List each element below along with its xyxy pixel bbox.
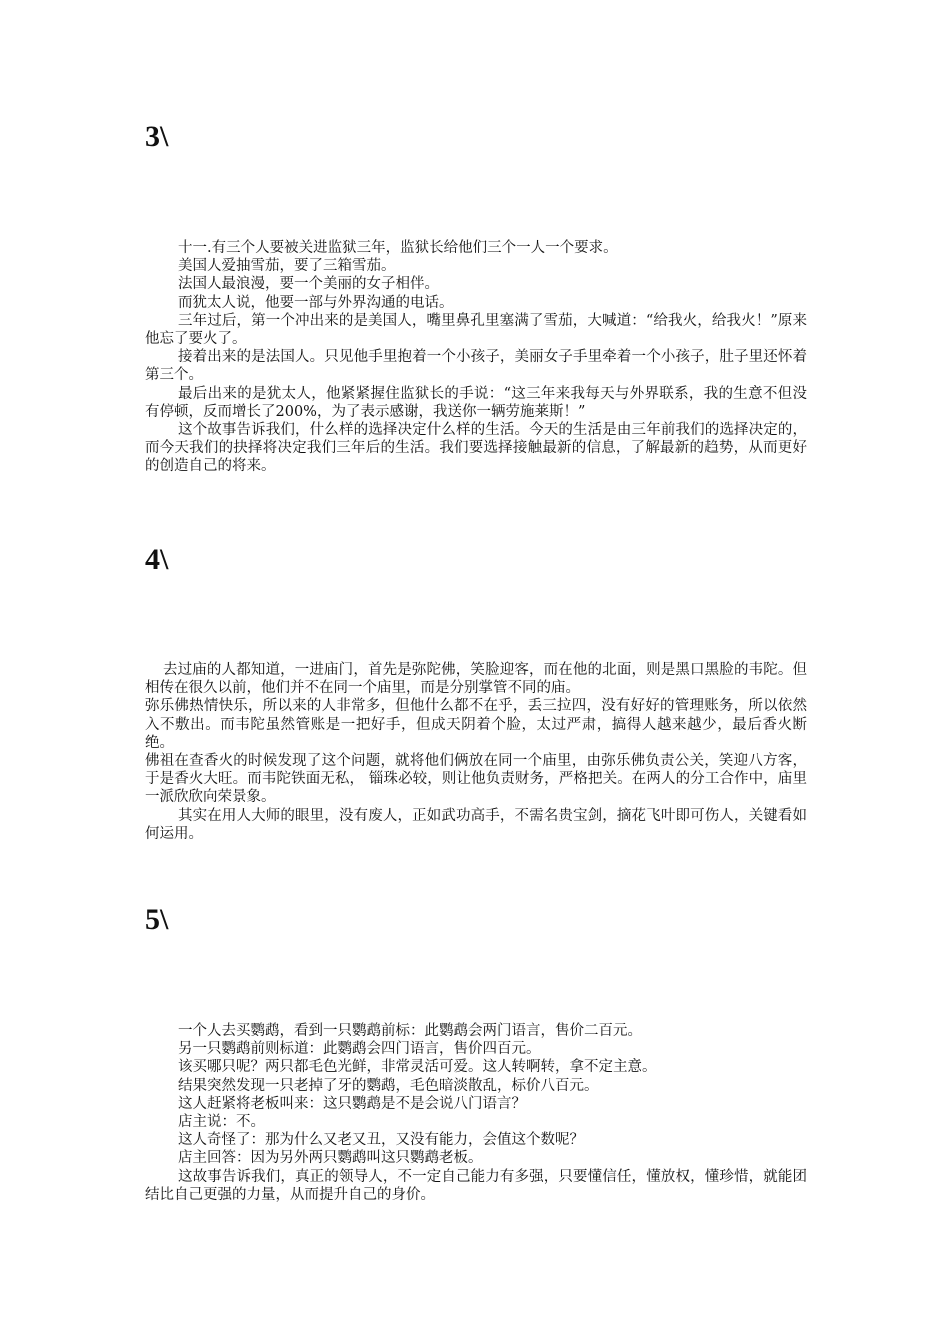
section-4-body	[145, 661, 807, 843]
paragraph: 这人赶紧将老板叫来：这只鹦鹉是不是会说八门语言？	[178, 1095, 526, 1112]
paragraph: 该买哪只呢？两只都毛色光鲜，非常灵活可爱。这人转啊转，拿不定主意。	[178, 1059, 657, 1076]
section-3-heading: 3\	[145, 120, 169, 153]
paragraph: 这人奇怪了：那为什么又老又丑，又没有能力，会值这个数呢？	[178, 1132, 584, 1149]
paragraph: 佛祖在查香火的时候发现了这个问题，就将他们俩放在同一个庙里，由弥乐佛负责公关，笑迎八方客，于是香火大旺。而韦陀铁面无私， 锱珠必较，则让他负责财务，严格把关。在两人的分工合作中，庙里一派欣欣向荣景象。	[145, 753, 807, 806]
paragraph: 其实在用人大师的眼里，没有废人，正如武功高手，不需名贵宝剑，摘花飞叶即可伤人，关键看如何运用。	[145, 807, 807, 842]
paragraph: 美国人爱抽雪茄，要了三箱雪茄。	[178, 258, 396, 275]
paragraph: 去过庙的人都知道，一进庙门，首先是弥陀佛，笑脸迎客，而在他的北面，则是黑口黑脸的韦陀。但相传在很久以前，他们并不在同一个庙里，而是分别掌管不同的庙。	[145, 662, 807, 697]
section-5-heading: 5\	[145, 903, 169, 936]
section-3-body	[145, 239, 807, 476]
paragraph: 店主说：不。	[178, 1114, 265, 1131]
paragraph: 弥乐佛热情快乐，所以来的人非常多，但他什么都不在乎，丢三拉四，没有好好的管理账务，所以依然入不敷出。而韦陀虽然管账是一把好手，但成天阴着个脸，太过严肃，搞得人越来越少，最后香火断绝。	[145, 698, 807, 751]
paragraph: 接着出来的是法国人。只见他手里抱着一个小孩子，美丽女子手里牵着一个小孩子，肚子里还怀着第三个。	[145, 349, 807, 384]
paragraph: 结果突然发现一只老掉了牙的鹦鹉，毛色暗淡散乱，标价八百元。	[178, 1077, 599, 1094]
paragraph: 最后出来的是犹太人，他紧紧握住监狱长的手说：“这三年来我每天与外界联系，我的生意不但没有停顿，反而增长了200%，为了表示感谢，我送你一辆劳施莱斯！”	[145, 385, 807, 420]
paragraph: 这个故事告诉我们，什么样的选择决定什么样的生活。今天的生活是由三年前我们的选择决定的，而今天我们的抉择将决定我们三年后的生活。我们要选择接触最新的信息，了解最新的趋势，从而更好的创造自己的将来。	[145, 422, 807, 475]
section-4-heading: 4\	[145, 543, 169, 576]
paragraph: 另一只鹦鹉前则标道：此鹦鹉会四门语言，售价四百元。	[178, 1041, 541, 1058]
paragraph: 三年过后，第一个冲出来的是美国人，嘴里鼻孔里塞满了雪茄，大喊道：“给我火，给我火！”原来他忘了要火了。	[145, 312, 807, 348]
paragraph: 店主回答：因为另外两只鹦鹉叫这只鹦鹉老板。	[178, 1150, 483, 1167]
paragraph: 这故事告诉我们，真正的领导人，不一定自己能力有多强，只要懂信任，懂放权，懂珍惜，就能团结比自己更强的力量，从而提升自己的身价。	[145, 1168, 807, 1203]
section-5-body	[145, 1022, 807, 1204]
paragraph: 而犹太人说，他要一部与外界沟通的电话。	[178, 294, 454, 311]
paragraph: 法国人最浪漫，要一个美丽的女子相伴。	[178, 276, 439, 293]
paragraph: 一个人去买鹦鹉，看到一只鹦鹉前标：此鹦鹉会两门语言，售价二百元。	[178, 1023, 642, 1039]
paragraph: 十一.有三个人要被关进监狱三年，监狱长给他们三个一人一个要求。	[178, 240, 618, 256]
